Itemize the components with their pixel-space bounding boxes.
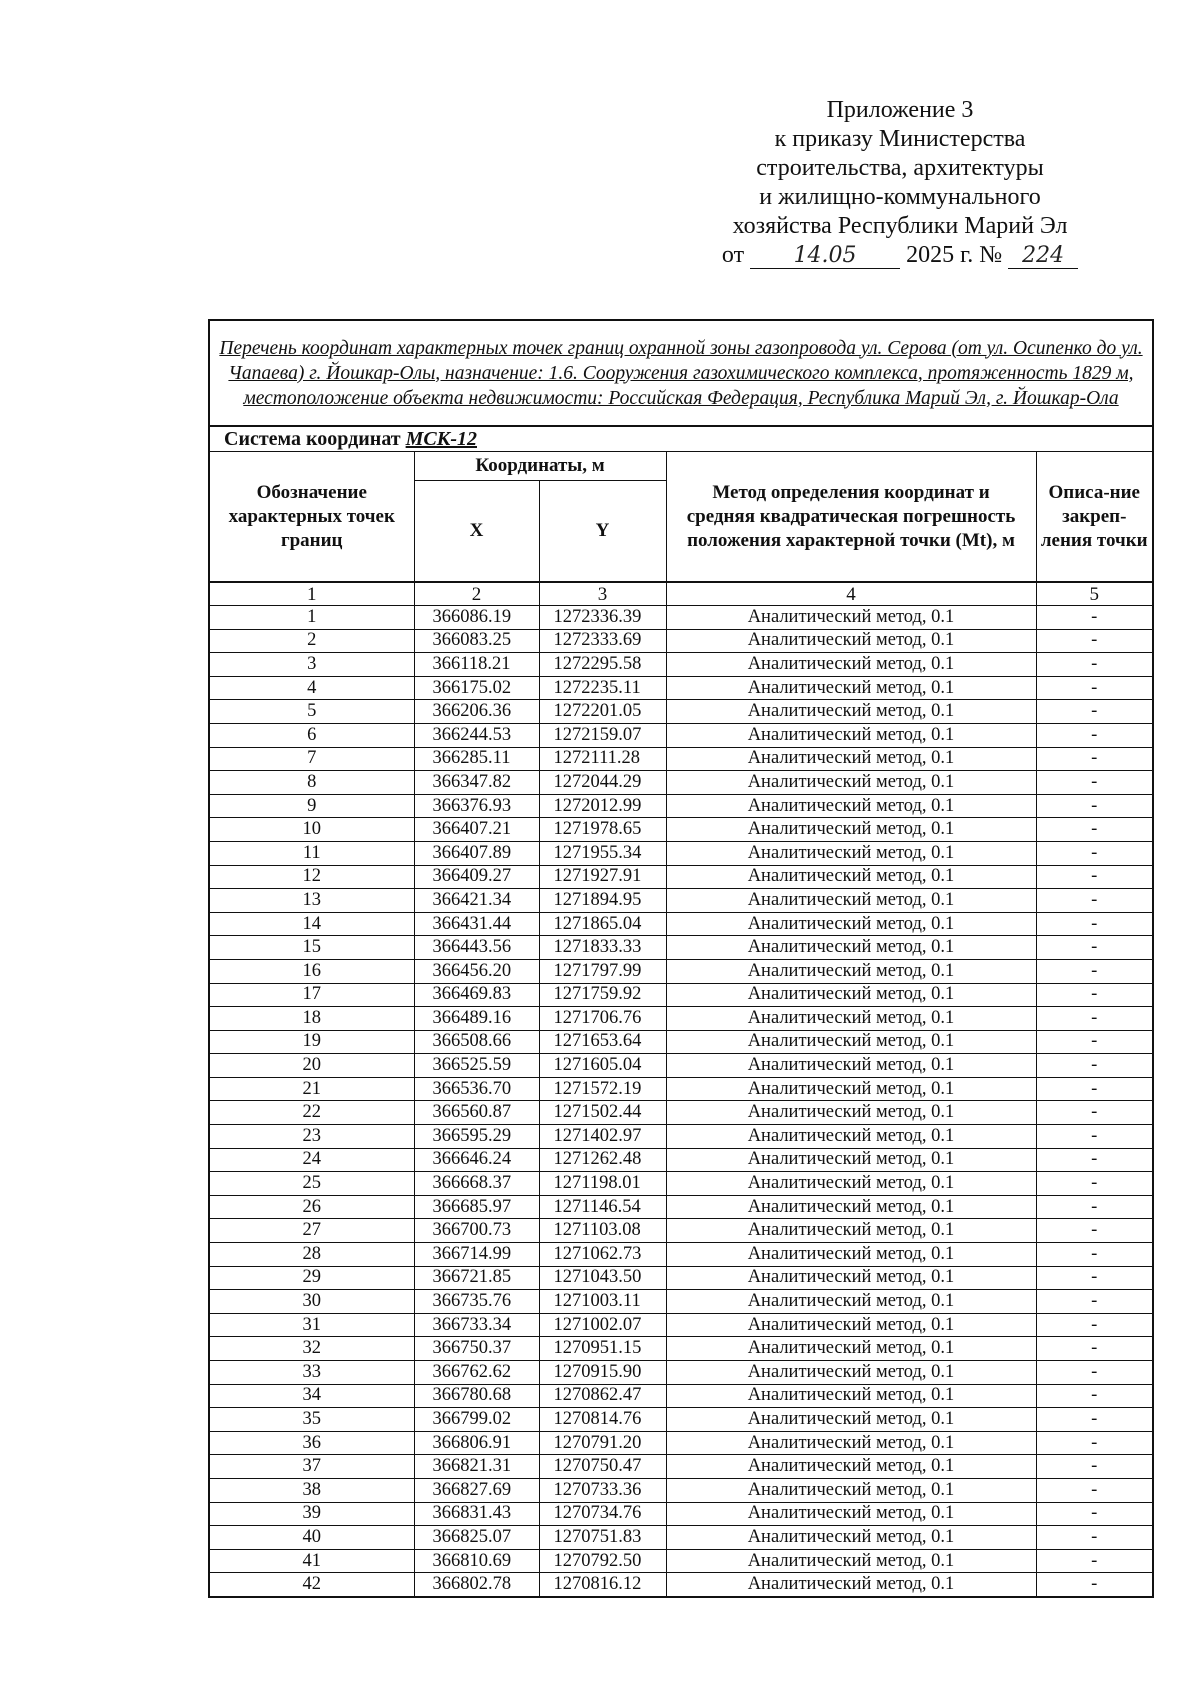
coord-x: 366407.21 bbox=[414, 818, 539, 842]
coord-y: 1270816.12 bbox=[539, 1573, 666, 1597]
description-cell: - bbox=[1036, 1502, 1153, 1526]
point-number: 30 bbox=[209, 1290, 414, 1314]
coord-y: 1272044.29 bbox=[539, 771, 666, 795]
column-number: 2 bbox=[414, 582, 539, 606]
point-number: 15 bbox=[209, 936, 414, 960]
table-row bbox=[209, 1478, 1153, 1502]
method-cell: Аналитический метод, 0.1 bbox=[666, 771, 1036, 795]
coord-x: 366806.91 bbox=[414, 1431, 539, 1455]
description-cell: - bbox=[1036, 865, 1153, 889]
table-row bbox=[209, 1573, 1153, 1597]
description-cell: - bbox=[1036, 1007, 1153, 1031]
coord-y: 1271833.33 bbox=[539, 936, 666, 960]
coord-y: 1271146.54 bbox=[539, 1195, 666, 1219]
coord-x: 366456.20 bbox=[414, 959, 539, 983]
method-cell: Аналитический метод, 0.1 bbox=[666, 1243, 1036, 1267]
coord-y: 1272295.58 bbox=[539, 653, 666, 677]
coord-system-row bbox=[209, 426, 1153, 452]
order-year: 2025 г. № bbox=[906, 242, 1003, 268]
coord-system bbox=[209, 426, 1153, 452]
description-cell: - bbox=[1036, 723, 1153, 747]
method-cell: Аналитический метод, 0.1 bbox=[666, 1431, 1036, 1455]
header-y: Y bbox=[539, 481, 666, 583]
coord-x: 366821.31 bbox=[414, 1455, 539, 1479]
description-cell: - bbox=[1036, 653, 1153, 677]
table-row bbox=[209, 1455, 1153, 1479]
table-row bbox=[209, 676, 1153, 700]
method-cell: Аналитический метод, 0.1 bbox=[666, 983, 1036, 1007]
table-row bbox=[209, 1290, 1153, 1314]
method-cell: Аналитический метод, 0.1 bbox=[666, 747, 1036, 771]
table-row bbox=[209, 983, 1153, 1007]
coord-x: 366431.44 bbox=[414, 912, 539, 936]
coord-x: 366810.69 bbox=[414, 1549, 539, 1573]
coord-x: 366762.62 bbox=[414, 1361, 539, 1385]
description-cell: - bbox=[1036, 1054, 1153, 1078]
coord-y: 1271002.07 bbox=[539, 1313, 666, 1337]
method-cell: Аналитический метод, 0.1 bbox=[666, 936, 1036, 960]
coord-x: 366668.37 bbox=[414, 1172, 539, 1196]
table-row bbox=[209, 1101, 1153, 1125]
coord-y: 1272235.11 bbox=[539, 676, 666, 700]
table-row bbox=[209, 700, 1153, 724]
point-number: 5 bbox=[209, 700, 414, 724]
column-number: 1 bbox=[209, 582, 414, 606]
coord-x: 366700.73 bbox=[414, 1219, 539, 1243]
table-row bbox=[209, 629, 1153, 653]
point-number: 26 bbox=[209, 1195, 414, 1219]
table-row bbox=[209, 1502, 1153, 1526]
description-cell: - bbox=[1036, 1573, 1153, 1597]
table-row bbox=[209, 1361, 1153, 1385]
table-row bbox=[209, 1549, 1153, 1573]
table-row bbox=[209, 841, 1153, 865]
coord-y: 1270751.83 bbox=[539, 1526, 666, 1550]
table-row bbox=[209, 1526, 1153, 1550]
method-cell: Аналитический метод, 0.1 bbox=[666, 865, 1036, 889]
description-cell: - bbox=[1036, 1408, 1153, 1432]
coord-y: 1272201.05 bbox=[539, 700, 666, 724]
column-number: 5 bbox=[1036, 582, 1153, 606]
coord-y: 1271062.73 bbox=[539, 1243, 666, 1267]
coord-x: 366083.25 bbox=[414, 629, 539, 653]
description-cell: - bbox=[1036, 1125, 1153, 1149]
point-number: 35 bbox=[209, 1408, 414, 1432]
method-cell: Аналитический метод, 0.1 bbox=[666, 676, 1036, 700]
method-cell: Аналитический метод, 0.1 bbox=[666, 1195, 1036, 1219]
point-number: 28 bbox=[209, 1243, 414, 1267]
method-cell: Аналитический метод, 0.1 bbox=[666, 1478, 1036, 1502]
point-number: 19 bbox=[209, 1030, 414, 1054]
point-number: 23 bbox=[209, 1125, 414, 1149]
coord-x: 366735.76 bbox=[414, 1290, 539, 1314]
table-row bbox=[209, 723, 1153, 747]
method-cell: Аналитический метод, 0.1 bbox=[666, 1384, 1036, 1408]
coord-y: 1272012.99 bbox=[539, 794, 666, 818]
coord-x: 366827.69 bbox=[414, 1478, 539, 1502]
point-number: 21 bbox=[209, 1077, 414, 1101]
table-row bbox=[209, 1431, 1153, 1455]
coord-y: 1271865.04 bbox=[539, 912, 666, 936]
description-cell: - bbox=[1036, 1077, 1153, 1101]
method-cell: Аналитический метод, 0.1 bbox=[666, 1219, 1036, 1243]
point-number: 3 bbox=[209, 653, 414, 677]
method-cell: Аналитический метод, 0.1 bbox=[666, 1502, 1036, 1526]
description-cell: - bbox=[1036, 1549, 1153, 1573]
coord-y: 1272336.39 bbox=[539, 606, 666, 630]
description-cell: - bbox=[1036, 841, 1153, 865]
coord-x: 366285.11 bbox=[414, 747, 539, 771]
description-cell: - bbox=[1036, 983, 1153, 1007]
coord-y: 1271198.01 bbox=[539, 1172, 666, 1196]
description-cell: - bbox=[1036, 771, 1153, 795]
coord-x: 366347.82 bbox=[414, 771, 539, 795]
coord-y: 1271103.08 bbox=[539, 1219, 666, 1243]
coord-y: 1271978.65 bbox=[539, 818, 666, 842]
method-cell: Аналитический метод, 0.1 bbox=[666, 959, 1036, 983]
method-cell: Аналитический метод, 0.1 bbox=[666, 700, 1036, 724]
point-number: 6 bbox=[209, 723, 414, 747]
point-number: 18 bbox=[209, 1007, 414, 1031]
method-cell: Аналитический метод, 0.1 bbox=[666, 1077, 1036, 1101]
coord-y: 1271927.91 bbox=[539, 865, 666, 889]
order-date-line bbox=[700, 241, 1100, 270]
method-cell: Аналитический метод, 0.1 bbox=[666, 723, 1036, 747]
point-number: 1 bbox=[209, 606, 414, 630]
coord-x: 366536.70 bbox=[414, 1077, 539, 1101]
coord-x: 366407.89 bbox=[414, 841, 539, 865]
description-cell: - bbox=[1036, 1266, 1153, 1290]
coord-y: 1270734.76 bbox=[539, 1502, 666, 1526]
point-number: 39 bbox=[209, 1502, 414, 1526]
description-cell: - bbox=[1036, 606, 1153, 630]
method-cell: Аналитический метод, 0.1 bbox=[666, 1549, 1036, 1573]
method-cell: Аналитический метод, 0.1 bbox=[666, 841, 1036, 865]
table-row bbox=[209, 747, 1153, 771]
description-cell: - bbox=[1036, 676, 1153, 700]
point-number: 31 bbox=[209, 1313, 414, 1337]
coord-x: 366376.93 bbox=[414, 794, 539, 818]
table-row bbox=[209, 1007, 1153, 1031]
handwritten-order-number: 224 bbox=[1008, 244, 1078, 269]
header-coords: Координаты, м bbox=[414, 452, 666, 481]
coord-x: 366409.27 bbox=[414, 865, 539, 889]
table-row bbox=[209, 1337, 1153, 1361]
point-number: 17 bbox=[209, 983, 414, 1007]
coord-y: 1272333.69 bbox=[539, 629, 666, 653]
description-cell: - bbox=[1036, 959, 1153, 983]
coord-y: 1271759.92 bbox=[539, 983, 666, 1007]
point-number: 36 bbox=[209, 1431, 414, 1455]
method-cell: Аналитический метод, 0.1 bbox=[666, 1007, 1036, 1031]
table-row bbox=[209, 1266, 1153, 1290]
table-row bbox=[209, 1195, 1153, 1219]
ministry-line-2: и жилищно-коммунального bbox=[759, 184, 1041, 210]
point-number: 27 bbox=[209, 1219, 414, 1243]
point-number: 4 bbox=[209, 676, 414, 700]
method-cell: Аналитический метод, 0.1 bbox=[666, 1148, 1036, 1172]
table-row bbox=[209, 1172, 1153, 1196]
coord-x: 366714.99 bbox=[414, 1243, 539, 1267]
point-number: 9 bbox=[209, 794, 414, 818]
coord-y: 1270915.90 bbox=[539, 1361, 666, 1385]
description-cell: - bbox=[1036, 747, 1153, 771]
method-cell: Аналитический метод, 0.1 bbox=[666, 1337, 1036, 1361]
table-row bbox=[209, 912, 1153, 936]
header-point: Обозначение характерных точек границ bbox=[209, 452, 414, 583]
coord-x: 366118.21 bbox=[414, 653, 539, 677]
coord-x: 366733.34 bbox=[414, 1313, 539, 1337]
coord-x: 366489.16 bbox=[414, 1007, 539, 1031]
coord-y: 1272111.28 bbox=[539, 747, 666, 771]
coord-x: 366685.97 bbox=[414, 1195, 539, 1219]
coord-x: 366175.02 bbox=[414, 676, 539, 700]
table-row bbox=[209, 606, 1153, 630]
description-cell: - bbox=[1036, 889, 1153, 913]
table-row bbox=[209, 818, 1153, 842]
column-number: 3 bbox=[539, 582, 666, 606]
coord-y: 1271797.99 bbox=[539, 959, 666, 983]
coord-y: 1270791.20 bbox=[539, 1431, 666, 1455]
point-number: 34 bbox=[209, 1384, 414, 1408]
method-cell: Аналитический метод, 0.1 bbox=[666, 606, 1036, 630]
description-cell: - bbox=[1036, 700, 1153, 724]
description-cell: - bbox=[1036, 1030, 1153, 1054]
coord-x: 366421.34 bbox=[414, 889, 539, 913]
point-number: 8 bbox=[209, 771, 414, 795]
method-cell: Аналитический метод, 0.1 bbox=[666, 794, 1036, 818]
header-method: Метод определения координат и средняя квадратическая погрешность положения характерной точки (Mt), м bbox=[666, 452, 1036, 583]
coord-x: 366780.68 bbox=[414, 1384, 539, 1408]
order-appendix-header bbox=[700, 96, 1100, 270]
point-number: 33 bbox=[209, 1361, 414, 1385]
method-cell: Аналитический метод, 0.1 bbox=[666, 818, 1036, 842]
coord-x: 366799.02 bbox=[414, 1408, 539, 1432]
coord-y: 1270792.50 bbox=[539, 1549, 666, 1573]
table-row bbox=[209, 1125, 1153, 1149]
coord-x: 366750.37 bbox=[414, 1337, 539, 1361]
method-cell: Аналитический метод, 0.1 bbox=[666, 1526, 1036, 1550]
method-cell: Аналитический метод, 0.1 bbox=[666, 1030, 1036, 1054]
description-cell: - bbox=[1036, 1478, 1153, 1502]
coord-y: 1271605.04 bbox=[539, 1054, 666, 1078]
point-number: 32 bbox=[209, 1337, 414, 1361]
column-number: 4 bbox=[666, 582, 1036, 606]
coord-x: 366244.53 bbox=[414, 723, 539, 747]
table-row bbox=[209, 653, 1153, 677]
point-number: 38 bbox=[209, 1478, 414, 1502]
description-cell: - bbox=[1036, 1148, 1153, 1172]
method-cell: Аналитический метод, 0.1 bbox=[666, 1101, 1036, 1125]
handwritten-date: 14.05 bbox=[750, 244, 900, 269]
point-number: 40 bbox=[209, 1526, 414, 1550]
description-cell: - bbox=[1036, 818, 1153, 842]
point-number: 14 bbox=[209, 912, 414, 936]
description-cell: - bbox=[1036, 912, 1153, 936]
coordinates-table bbox=[208, 319, 1154, 1598]
table-row bbox=[209, 1054, 1153, 1078]
ministry-line-3: хозяйства Республики Марий Эл bbox=[732, 213, 1068, 239]
coord-y: 1271003.11 bbox=[539, 1290, 666, 1314]
coord-y: 1271894.95 bbox=[539, 889, 666, 913]
point-number: 11 bbox=[209, 841, 414, 865]
method-cell: Аналитический метод, 0.1 bbox=[666, 653, 1036, 677]
description-cell: - bbox=[1036, 1384, 1153, 1408]
table-caption: Перечень координат характерных точек границ охранной зоны газопровода ул. Серова (от ул. Осипенко до ул. Чапаева) г. Йошкар-Олы, назначение: 1.6. Сооружения газохимического комплекса, протяженность 1829 м, местоположение объекта недвижимости: Российская Федерация, Республика Марий Эл, г. Йошкар-Ола bbox=[209, 320, 1153, 426]
description-cell: - bbox=[1036, 1243, 1153, 1267]
table-row bbox=[209, 1077, 1153, 1101]
method-cell: Аналитический метод, 0.1 bbox=[666, 1266, 1036, 1290]
description-cell: - bbox=[1036, 1526, 1153, 1550]
description-cell: - bbox=[1036, 1361, 1153, 1385]
point-number: 41 bbox=[209, 1549, 414, 1573]
coord-y: 1271955.34 bbox=[539, 841, 666, 865]
description-cell: - bbox=[1036, 1172, 1153, 1196]
coord-y: 1271572.19 bbox=[539, 1077, 666, 1101]
caption-row bbox=[209, 320, 1153, 426]
table-row bbox=[209, 794, 1153, 818]
method-cell: Аналитический метод, 0.1 bbox=[666, 1573, 1036, 1597]
coord-x: 366646.24 bbox=[414, 1148, 539, 1172]
table-row bbox=[209, 1030, 1153, 1054]
method-cell: Аналитический метод, 0.1 bbox=[666, 1054, 1036, 1078]
coord-x: 366469.83 bbox=[414, 983, 539, 1007]
appendix-title: Приложение 3 bbox=[826, 97, 974, 123]
coord-y: 1271262.48 bbox=[539, 1148, 666, 1172]
description-cell: - bbox=[1036, 1455, 1153, 1479]
coord-y: 1271402.97 bbox=[539, 1125, 666, 1149]
point-number: 22 bbox=[209, 1101, 414, 1125]
description-cell: - bbox=[1036, 794, 1153, 818]
header-description: Описа-ние закреп-ления точки bbox=[1036, 452, 1153, 583]
description-cell: - bbox=[1036, 1337, 1153, 1361]
coord-y: 1271653.64 bbox=[539, 1030, 666, 1054]
table-row bbox=[209, 1243, 1153, 1267]
coord-y: 1270951.15 bbox=[539, 1337, 666, 1361]
coord-y: 1270750.47 bbox=[539, 1455, 666, 1479]
point-number: 10 bbox=[209, 818, 414, 842]
coord-system-value: МСК-12 bbox=[405, 428, 477, 450]
coord-x: 366443.56 bbox=[414, 936, 539, 960]
description-cell: - bbox=[1036, 1313, 1153, 1337]
header-x: X bbox=[414, 481, 539, 583]
coord-x: 366802.78 bbox=[414, 1573, 539, 1597]
coord-y: 1270814.76 bbox=[539, 1408, 666, 1432]
coord-y: 1272159.07 bbox=[539, 723, 666, 747]
method-cell: Аналитический метод, 0.1 bbox=[666, 1172, 1036, 1196]
point-number: 20 bbox=[209, 1054, 414, 1078]
method-cell: Аналитический метод, 0.1 bbox=[666, 1408, 1036, 1432]
description-cell: - bbox=[1036, 1290, 1153, 1314]
method-cell: Аналитический метод, 0.1 bbox=[666, 1125, 1036, 1149]
point-number: 12 bbox=[209, 865, 414, 889]
coord-x: 366831.43 bbox=[414, 1502, 539, 1526]
table-row bbox=[209, 865, 1153, 889]
table-row bbox=[209, 771, 1153, 795]
date-prefix: от bbox=[721, 242, 745, 268]
table-row bbox=[209, 1313, 1153, 1337]
point-number: 13 bbox=[209, 889, 414, 913]
coord-x: 366825.07 bbox=[414, 1526, 539, 1550]
column-numbers-row bbox=[209, 582, 1153, 606]
order-line: к приказу Министерства bbox=[774, 126, 1026, 152]
point-number: 7 bbox=[209, 747, 414, 771]
coord-x: 366206.36 bbox=[414, 700, 539, 724]
description-cell: - bbox=[1036, 1101, 1153, 1125]
description-cell: - bbox=[1036, 1219, 1153, 1243]
table-row bbox=[209, 1384, 1153, 1408]
coord-y: 1271043.50 bbox=[539, 1266, 666, 1290]
coord-x: 366560.87 bbox=[414, 1101, 539, 1125]
table-row bbox=[209, 959, 1153, 983]
table-row bbox=[209, 889, 1153, 913]
point-number: 37 bbox=[209, 1455, 414, 1479]
coord-x: 366086.19 bbox=[414, 606, 539, 630]
coord-y: 1271706.76 bbox=[539, 1007, 666, 1031]
coord-system-label: Система координат bbox=[224, 428, 401, 450]
header-row-1 bbox=[209, 452, 1153, 481]
coord-y: 1271502.44 bbox=[539, 1101, 666, 1125]
coord-x: 366508.66 bbox=[414, 1030, 539, 1054]
method-cell: Аналитический метод, 0.1 bbox=[666, 1361, 1036, 1385]
method-cell: Аналитический метод, 0.1 bbox=[666, 1313, 1036, 1337]
description-cell: - bbox=[1036, 1431, 1153, 1455]
coord-y: 1270862.47 bbox=[539, 1384, 666, 1408]
table-row bbox=[209, 936, 1153, 960]
point-number: 25 bbox=[209, 1172, 414, 1196]
method-cell: Аналитический метод, 0.1 bbox=[666, 912, 1036, 936]
method-cell: Аналитический метод, 0.1 bbox=[666, 629, 1036, 653]
ministry-line-1: строительства, архитектуры bbox=[756, 155, 1044, 181]
point-number: 42 bbox=[209, 1573, 414, 1597]
point-number: 24 bbox=[209, 1148, 414, 1172]
description-cell: - bbox=[1036, 1195, 1153, 1219]
method-cell: Аналитический метод, 0.1 bbox=[666, 889, 1036, 913]
point-number: 2 bbox=[209, 629, 414, 653]
coord-x: 366525.59 bbox=[414, 1054, 539, 1078]
coord-x: 366595.29 bbox=[414, 1125, 539, 1149]
description-cell: - bbox=[1036, 629, 1153, 653]
method-cell: Аналитический метод, 0.1 bbox=[666, 1290, 1036, 1314]
point-number: 16 bbox=[209, 959, 414, 983]
point-number: 29 bbox=[209, 1266, 414, 1290]
coord-x: 366721.85 bbox=[414, 1266, 539, 1290]
description-cell: - bbox=[1036, 936, 1153, 960]
method-cell: Аналитический метод, 0.1 bbox=[666, 1455, 1036, 1479]
table-row bbox=[209, 1219, 1153, 1243]
table-row bbox=[209, 1408, 1153, 1432]
coord-y: 1270733.36 bbox=[539, 1478, 666, 1502]
table-row bbox=[209, 1148, 1153, 1172]
